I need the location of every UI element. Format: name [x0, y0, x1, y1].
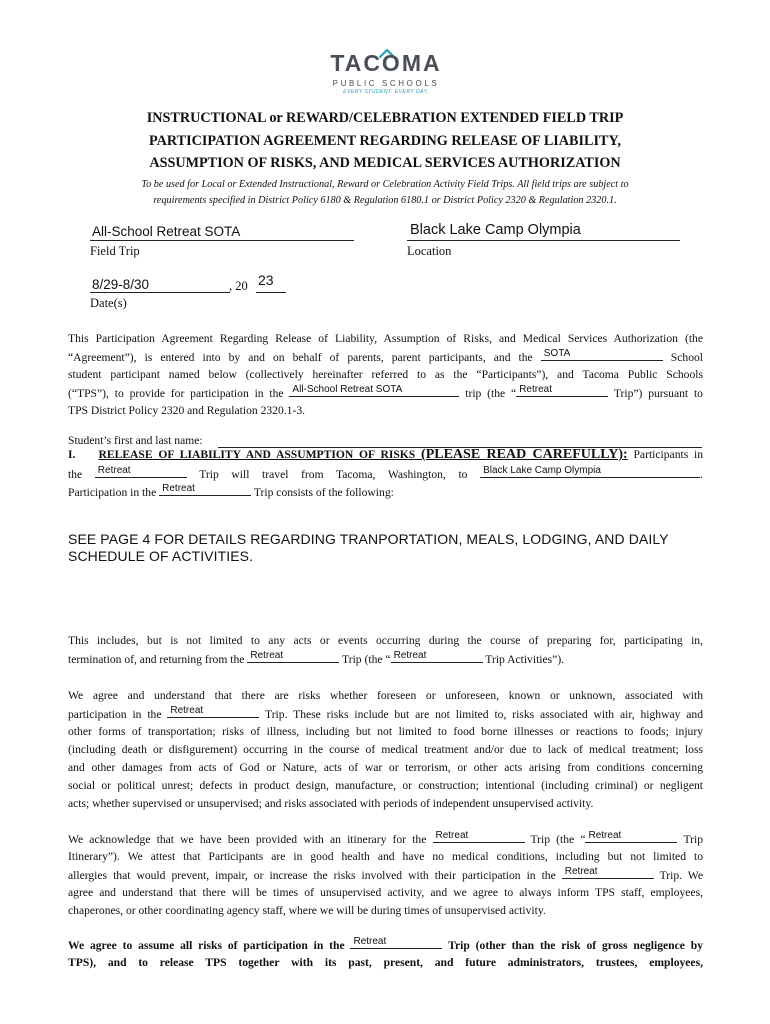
section-heading-emphasis: (PLEASE READ CAREFULLY): — [421, 447, 628, 462]
year-prefix: , 20 — [229, 279, 248, 293]
trip-blank[interactable] — [159, 483, 251, 496]
intro-line-1: This Participation Agreement Regarding Release of Liability, Assumption of Risks, and Medical Services Authorization (the — [68, 332, 703, 345]
year-underline — [256, 292, 286, 293]
risks-line-4: (including death or disfigurement) occurring in the course of medical treatment and/or due to lack of medical treatment; loss — [68, 743, 703, 756]
itinerary-text: We acknowledge that we have been provided with an itinerary for the — [68, 833, 427, 846]
trip-short-blank[interactable] — [516, 384, 608, 397]
intro-line-5: TPS District Policy 2320 and Regulation 2320.1-3. — [68, 404, 306, 417]
trip-short-blank-value: Retreat — [519, 384, 552, 395]
itinerary-line-4: agree and understand that there will be times of unsupervised activity, and we agree to always inform TPS staff, employees, — [68, 886, 703, 899]
dates-label: Date(s) — [90, 296, 127, 310]
intro-line-4 — [68, 384, 703, 402]
school-blank-value: SOTA — [543, 348, 571, 359]
itinerary-text: Trip — [683, 833, 703, 846]
includes-text: Trip (the “ — [342, 653, 391, 666]
trip-blank[interactable] — [350, 936, 442, 949]
intro-paragraph — [68, 330, 703, 420]
location-label: Location — [407, 244, 452, 258]
school-blank[interactable] — [541, 348, 663, 361]
includes-paragraph — [68, 632, 703, 668]
location-underline — [407, 240, 680, 241]
section-1-line-1 — [68, 445, 703, 465]
section-1-paragraph — [68, 445, 703, 501]
itinerary-text: Trip (the “ — [530, 833, 586, 846]
section-text: Participants in — [633, 448, 703, 461]
section-heading-text: RELEASE OF LIABILITY AND ASSUMPTION OF RISKS — [98, 448, 416, 461]
intro-text: trip (the “ — [465, 387, 517, 400]
location-value[interactable]: Black Lake Camp Olympia — [410, 222, 581, 238]
trip-name-blank-value: All-School Retreat SOTA — [292, 384, 403, 395]
trip-name-blank[interactable] — [289, 384, 459, 397]
intro-text: “Agreement”), is entered into by and on behalf of parents, parent participants, and the — [68, 351, 533, 364]
trip-blank[interactable] — [95, 465, 187, 478]
trip-blank[interactable] — [247, 650, 339, 663]
document-title-line-2: PARTICIPATION AGREEMENT REGARDING RELEASE OF LIABILITY, — [149, 133, 621, 149]
assume-line-2: TPS), and to release TPS together with its past, present, and future administrators, trustees, employees, — [68, 956, 703, 969]
document-title-line-1: INSTRUCTIONAL or REWARD/CELEBRATION EXTENDED FIELD TRIP — [146, 110, 624, 126]
risks-line-5: and other damages from acts of God or Nature, acts of war or terrorism, or other acts arising from conditions concerning — [68, 761, 703, 774]
logo-subline: PUBLIC SCHOOLS — [332, 79, 440, 88]
itinerary-line-2: Itinerary”). We attest that Participants are in good health and have no medical conditions, including but not limited to — [68, 850, 703, 863]
destination-blank-value: Black Lake Camp Olympia — [483, 465, 601, 476]
section-text: the — [68, 468, 83, 481]
risks-line-2 — [68, 705, 703, 723]
intro-text: Trip”) pursuant to — [613, 387, 703, 400]
intro-line-3: student participant named below (collectively hereinafter referred to as the “Participants”), and Tacoma Public Schools — [68, 368, 703, 381]
trip-blank-value: Retreat — [564, 866, 598, 877]
itinerary-line-3 — [68, 866, 703, 884]
includes-text: termination of, and returning from the — [68, 653, 245, 666]
section-1-line-3 — [68, 483, 703, 501]
trip-blank-value: Retreat — [435, 830, 469, 841]
tacoma-public-schools-logo — [318, 50, 454, 102]
trip-blank-value: Retreat — [393, 650, 427, 661]
trip-blank[interactable] — [391, 650, 483, 663]
risks-line-1: We agree and understand that there are risks whether foreseen or unforeseen, known or unknown, associated with — [68, 689, 703, 702]
trip-blank-value: Retreat — [250, 650, 284, 661]
itinerary-text: Trip. We — [659, 869, 703, 882]
section-text: Participation in the — [68, 486, 157, 499]
risks-line-6: social or political unrest; defects in product design, manufacture, or construction; intentional (including criminal) or negligent — [68, 779, 703, 792]
field-trip-label: Field Trip — [90, 244, 140, 258]
risks-text: participation in the — [68, 708, 162, 721]
field-trip-underline — [90, 240, 354, 241]
trip-blank-value: Retreat — [353, 936, 387, 947]
trip-blank[interactable] — [167, 705, 259, 718]
subtitle-line-2: requirements specified in District Policy 6180 & Regulation 6180.1 or District Policy 2320 & Regulation 2320.1. — [153, 195, 617, 206]
risks-text: Trip. These risks include but are not limited to, risks associated with air, highway and — [265, 708, 703, 721]
logo-wordmark: TACOMA — [330, 50, 442, 76]
trip-blank[interactable] — [433, 830, 525, 843]
see-page-4-notice: SEE PAGE 4 FOR DETAILS REGARDING TRANPORTATION, MEALS, LODGING, AND DAILY SCHEDULE OF ACTIVITIES. — [68, 531, 669, 564]
dates-value[interactable]: 8/29-8/30 — [92, 277, 150, 292]
section-number: I. — [68, 448, 76, 461]
includes-text: Trip Activities”). — [485, 653, 565, 666]
trip-blank[interactable] — [585, 830, 677, 843]
itinerary-paragraph — [68, 830, 703, 920]
includes-line-1: This includes, but is not limited to any acts or events occurring during the course of preparing for, participating in, — [68, 634, 703, 647]
assume-risks-paragraph — [68, 936, 703, 972]
year-value[interactable]: 23 — [258, 272, 274, 288]
section-1-line-2 — [68, 465, 703, 483]
assume-text: Trip (other than the risk of gross negligence by — [448, 939, 703, 952]
section-heading — [98, 448, 627, 461]
subtitle-line-1: To be used for Local or Extended Instructional, Reward or Celebration Activity Field Trips. All field trips are subject to — [141, 179, 629, 190]
section-text: Trip will travel from Tacoma, Washington, to — [199, 468, 468, 481]
itinerary-text: allergies that would prevent, impair, or increase the risks involved with their participation in the — [68, 869, 556, 882]
student-name-label: Student’s first and last name: — [68, 434, 203, 447]
intro-text: (“TPS”), to provide for participation in the — [68, 387, 284, 400]
includes-line-2 — [68, 650, 703, 668]
intro-text: School — [670, 351, 703, 364]
risks-line-3: other forms of transportation; risks of illness, including but not limited to food borne illnesses or reactions to foods; injury — [68, 725, 703, 738]
risks-line-7: acts; whether supervised or unsupervised; and risks associated with periods of independent unsupervised activity. — [68, 797, 594, 810]
trip-blank-value: Retreat — [588, 830, 622, 841]
section-text: Trip consists of the following: — [253, 486, 394, 499]
assume-text: We agree to assume all risks of participation in the — [68, 939, 345, 952]
trip-blank[interactable] — [562, 866, 654, 879]
destination-blank[interactable] — [480, 465, 700, 478]
document-title-line-3: ASSUMPTION OF RISKS, AND MEDICAL SERVICES AUTHORIZATION — [149, 155, 621, 171]
section-text: . — [700, 468, 703, 481]
trip-blank-value: Retreat — [170, 705, 204, 716]
trip-blank-value: Retreat — [97, 465, 131, 476]
assume-line-1 — [68, 936, 703, 954]
logo-tagline: EVERY STUDENT. EVERY DAY. — [343, 89, 429, 95]
itinerary-line-1 — [68, 830, 703, 848]
dates-underline — [90, 292, 230, 293]
trip-blank-value: Retreat — [162, 483, 195, 494]
field-trip-value[interactable]: All-School Retreat SOTA — [92, 224, 241, 239]
risks-paragraph — [68, 687, 703, 813]
intro-line-2 — [68, 348, 703, 366]
itinerary-line-5: chaperones, or other coordinating agency staff, where we will be during times of unsupervised activity. — [68, 904, 546, 917]
